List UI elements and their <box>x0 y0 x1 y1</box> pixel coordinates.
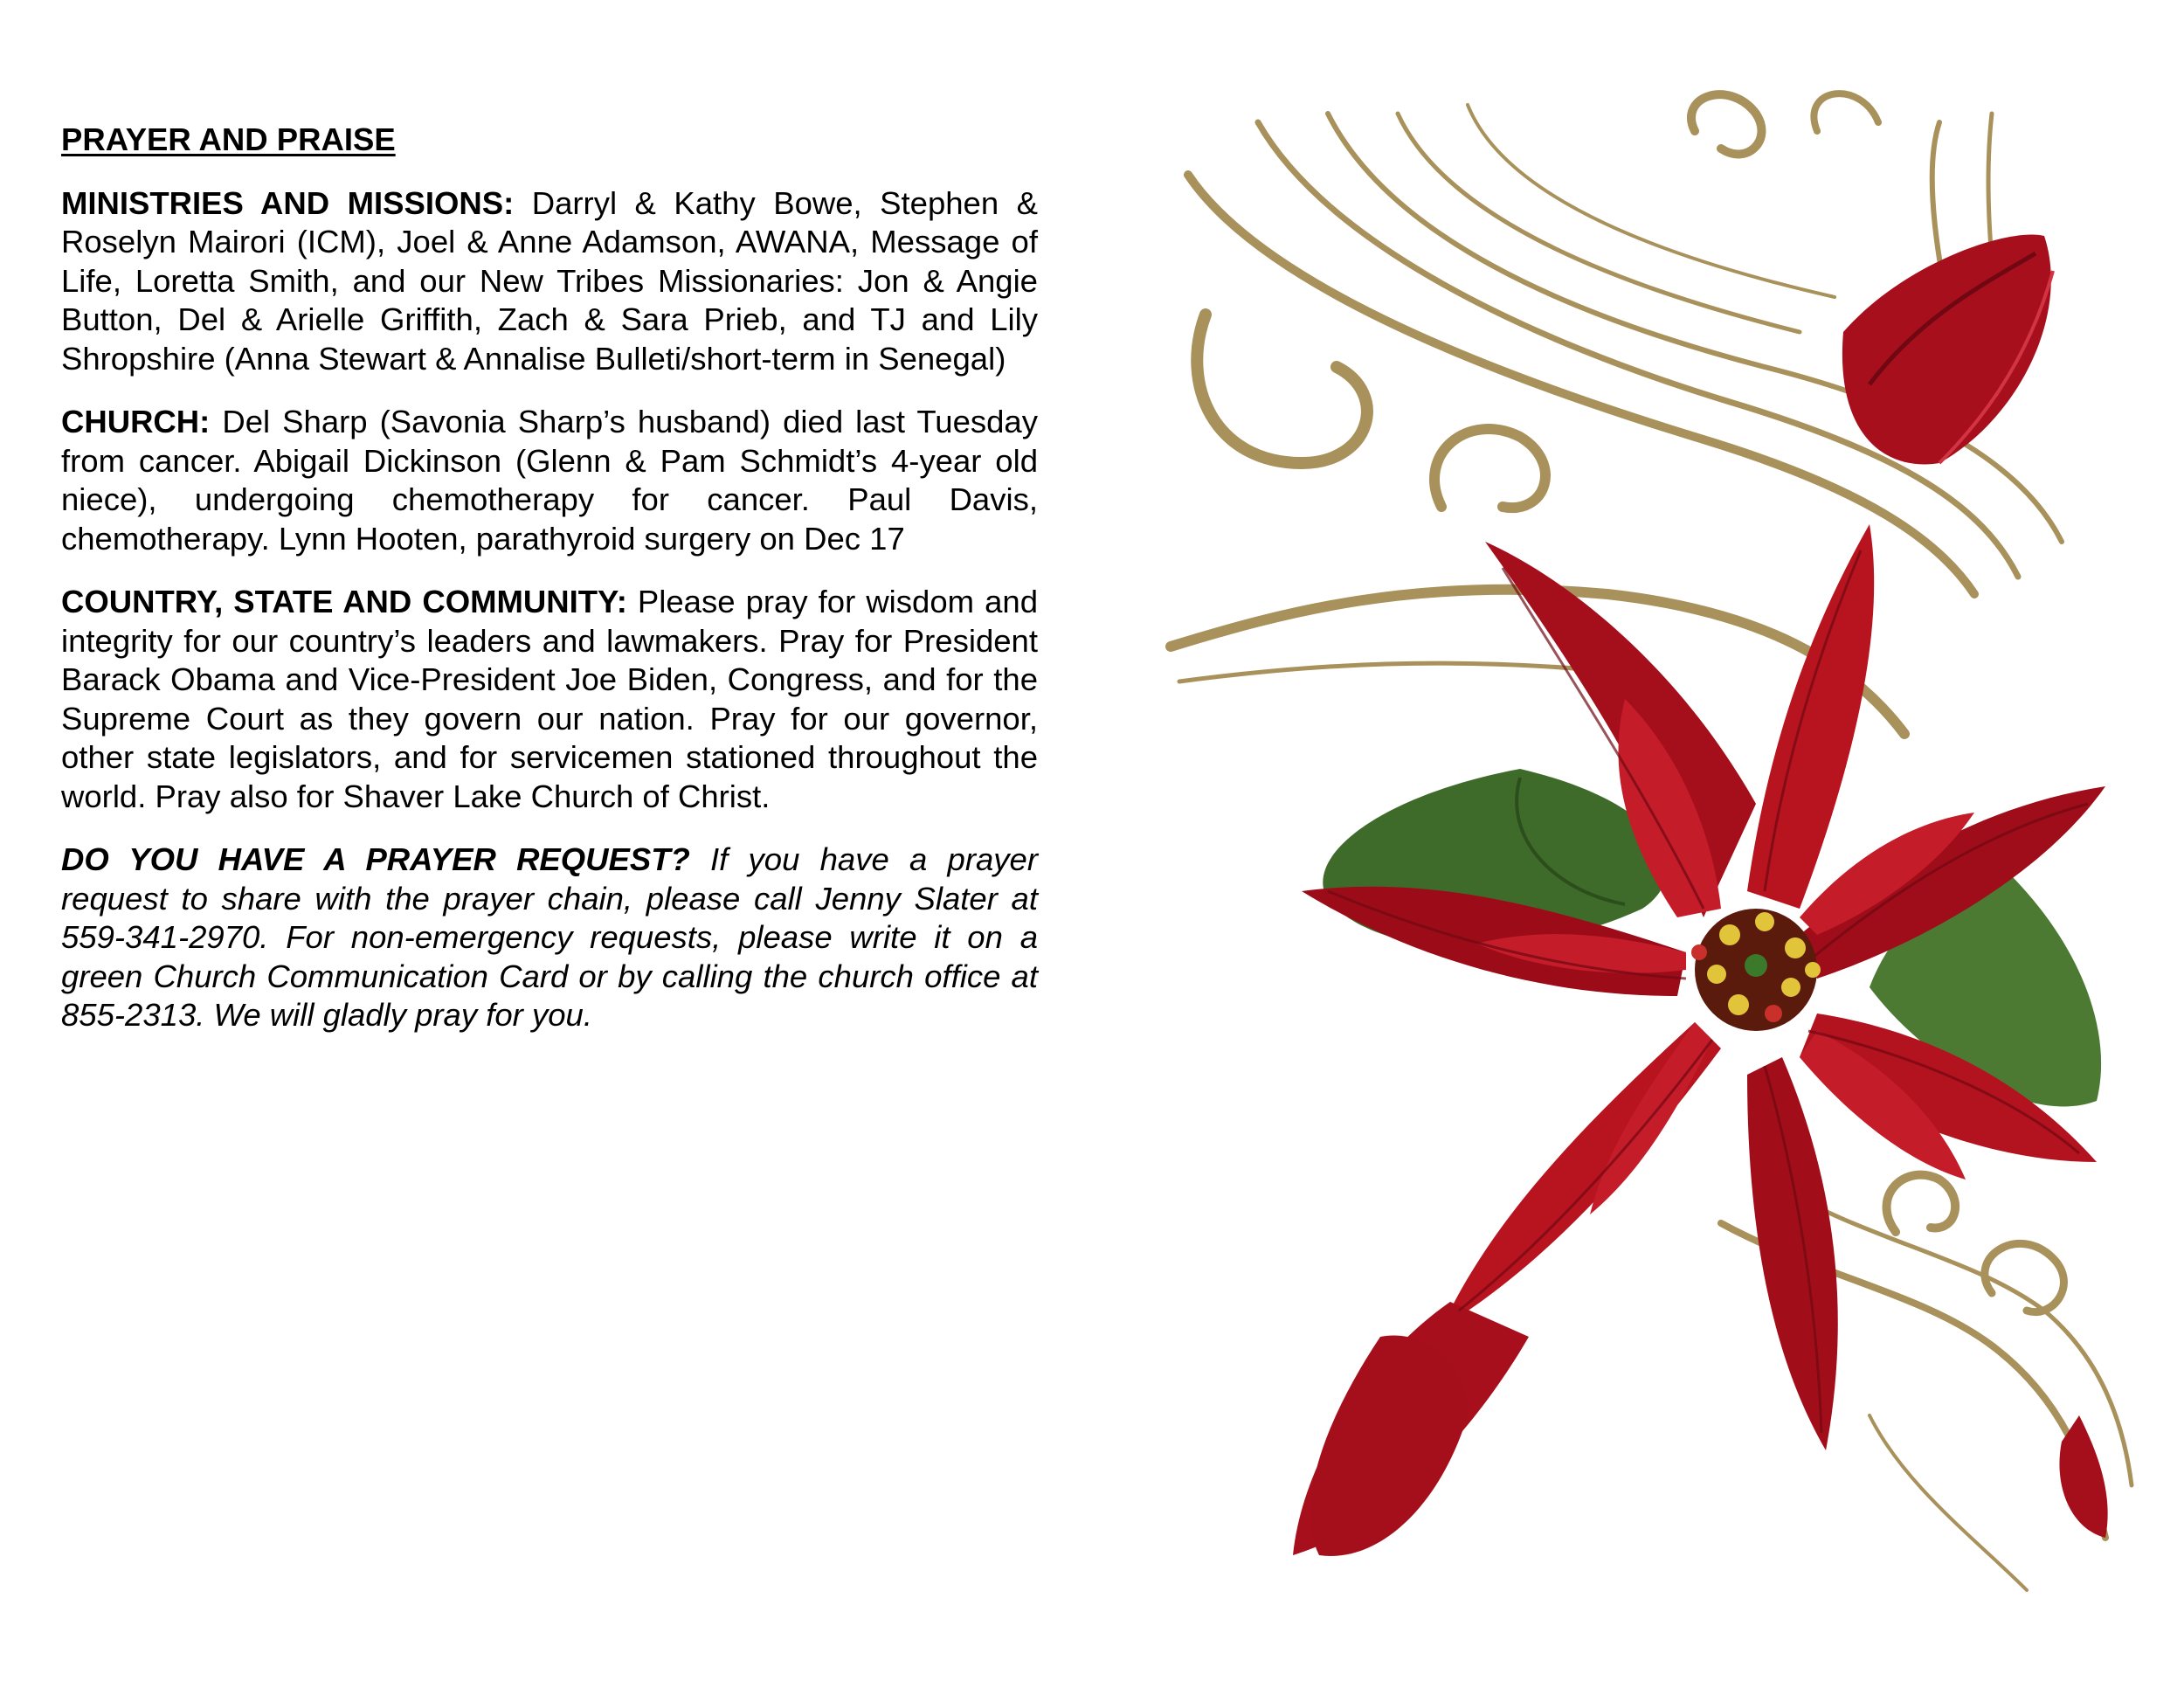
ministries-paragraph <box>61 184 1038 379</box>
community-label: COUNTRY, STATE AND COMMUNITY: <box>61 584 627 619</box>
church-paragraph <box>61 403 1038 558</box>
flower-center <box>1691 909 1821 1031</box>
prayer-request-label: DO YOU HAVE A PRAYER REQUEST? <box>61 841 690 877</box>
prayer-page-text <box>61 121 1038 1060</box>
prayer-request-paragraph <box>61 841 1038 1035</box>
community-paragraph <box>61 583 1038 816</box>
poinsettia-illustration <box>1153 52 2158 1686</box>
bottom-bud <box>1310 1335 2108 1555</box>
ministries-text: Darryl & Kathy Bowe, Stephen & Roselyn Mairori (ICM), Joel & Anne Adamson, AWANA, Message of Life, Loretta Smith, and our New Tribes Missionaries: Jon & Angie Button, Del & Arielle Griffith, Zach & Sara Prieb, and TJ and Lily Shropshire (Anna Stewart & Annalise Bulleti/short-term in Senegal) <box>61 184 1038 377</box>
church-label: CHURCH: <box>61 404 211 439</box>
community-text: Please pray for wisdom and integrity for our country’s leaders and lawmakers. Pray for President Barack Obama and Vice-President Joe Biden, Congress, and for the Supreme Court as they govern our nation. Pray for our governor, other state legislators, and for servicemen stationed throughout the world. Pray also for Shaver Lake Church of Christ. <box>61 584 1038 814</box>
ministries-label: MINISTRIES AND MISSIONS: <box>61 184 515 221</box>
top-bud <box>1842 234 2053 464</box>
church-text: Del Sharp (Savonia Sharp’s husband) died last Tuesday from cancer. Abigail Dickinson (Glenn & Pam Schmidt’s 4-year old niece), undergoing chemotherapy for cancer. Paul Davis, chemotherapy. Lynn Hooten, parathyroid surgery on Dec 17 <box>61 404 1038 557</box>
prayer-request-text: If you have a prayer request to share with the prayer chain, please call Jenny Slater at 559-341-2970. For non-emergency requests, please write it on a green Church Communication Card or by calling the church office at 855-2313. We will gladly pray for you. <box>61 841 1038 1033</box>
page-heading: PRAYER AND PRAISE <box>61 121 396 157</box>
poinsettia-icon <box>1153 52 2158 1686</box>
